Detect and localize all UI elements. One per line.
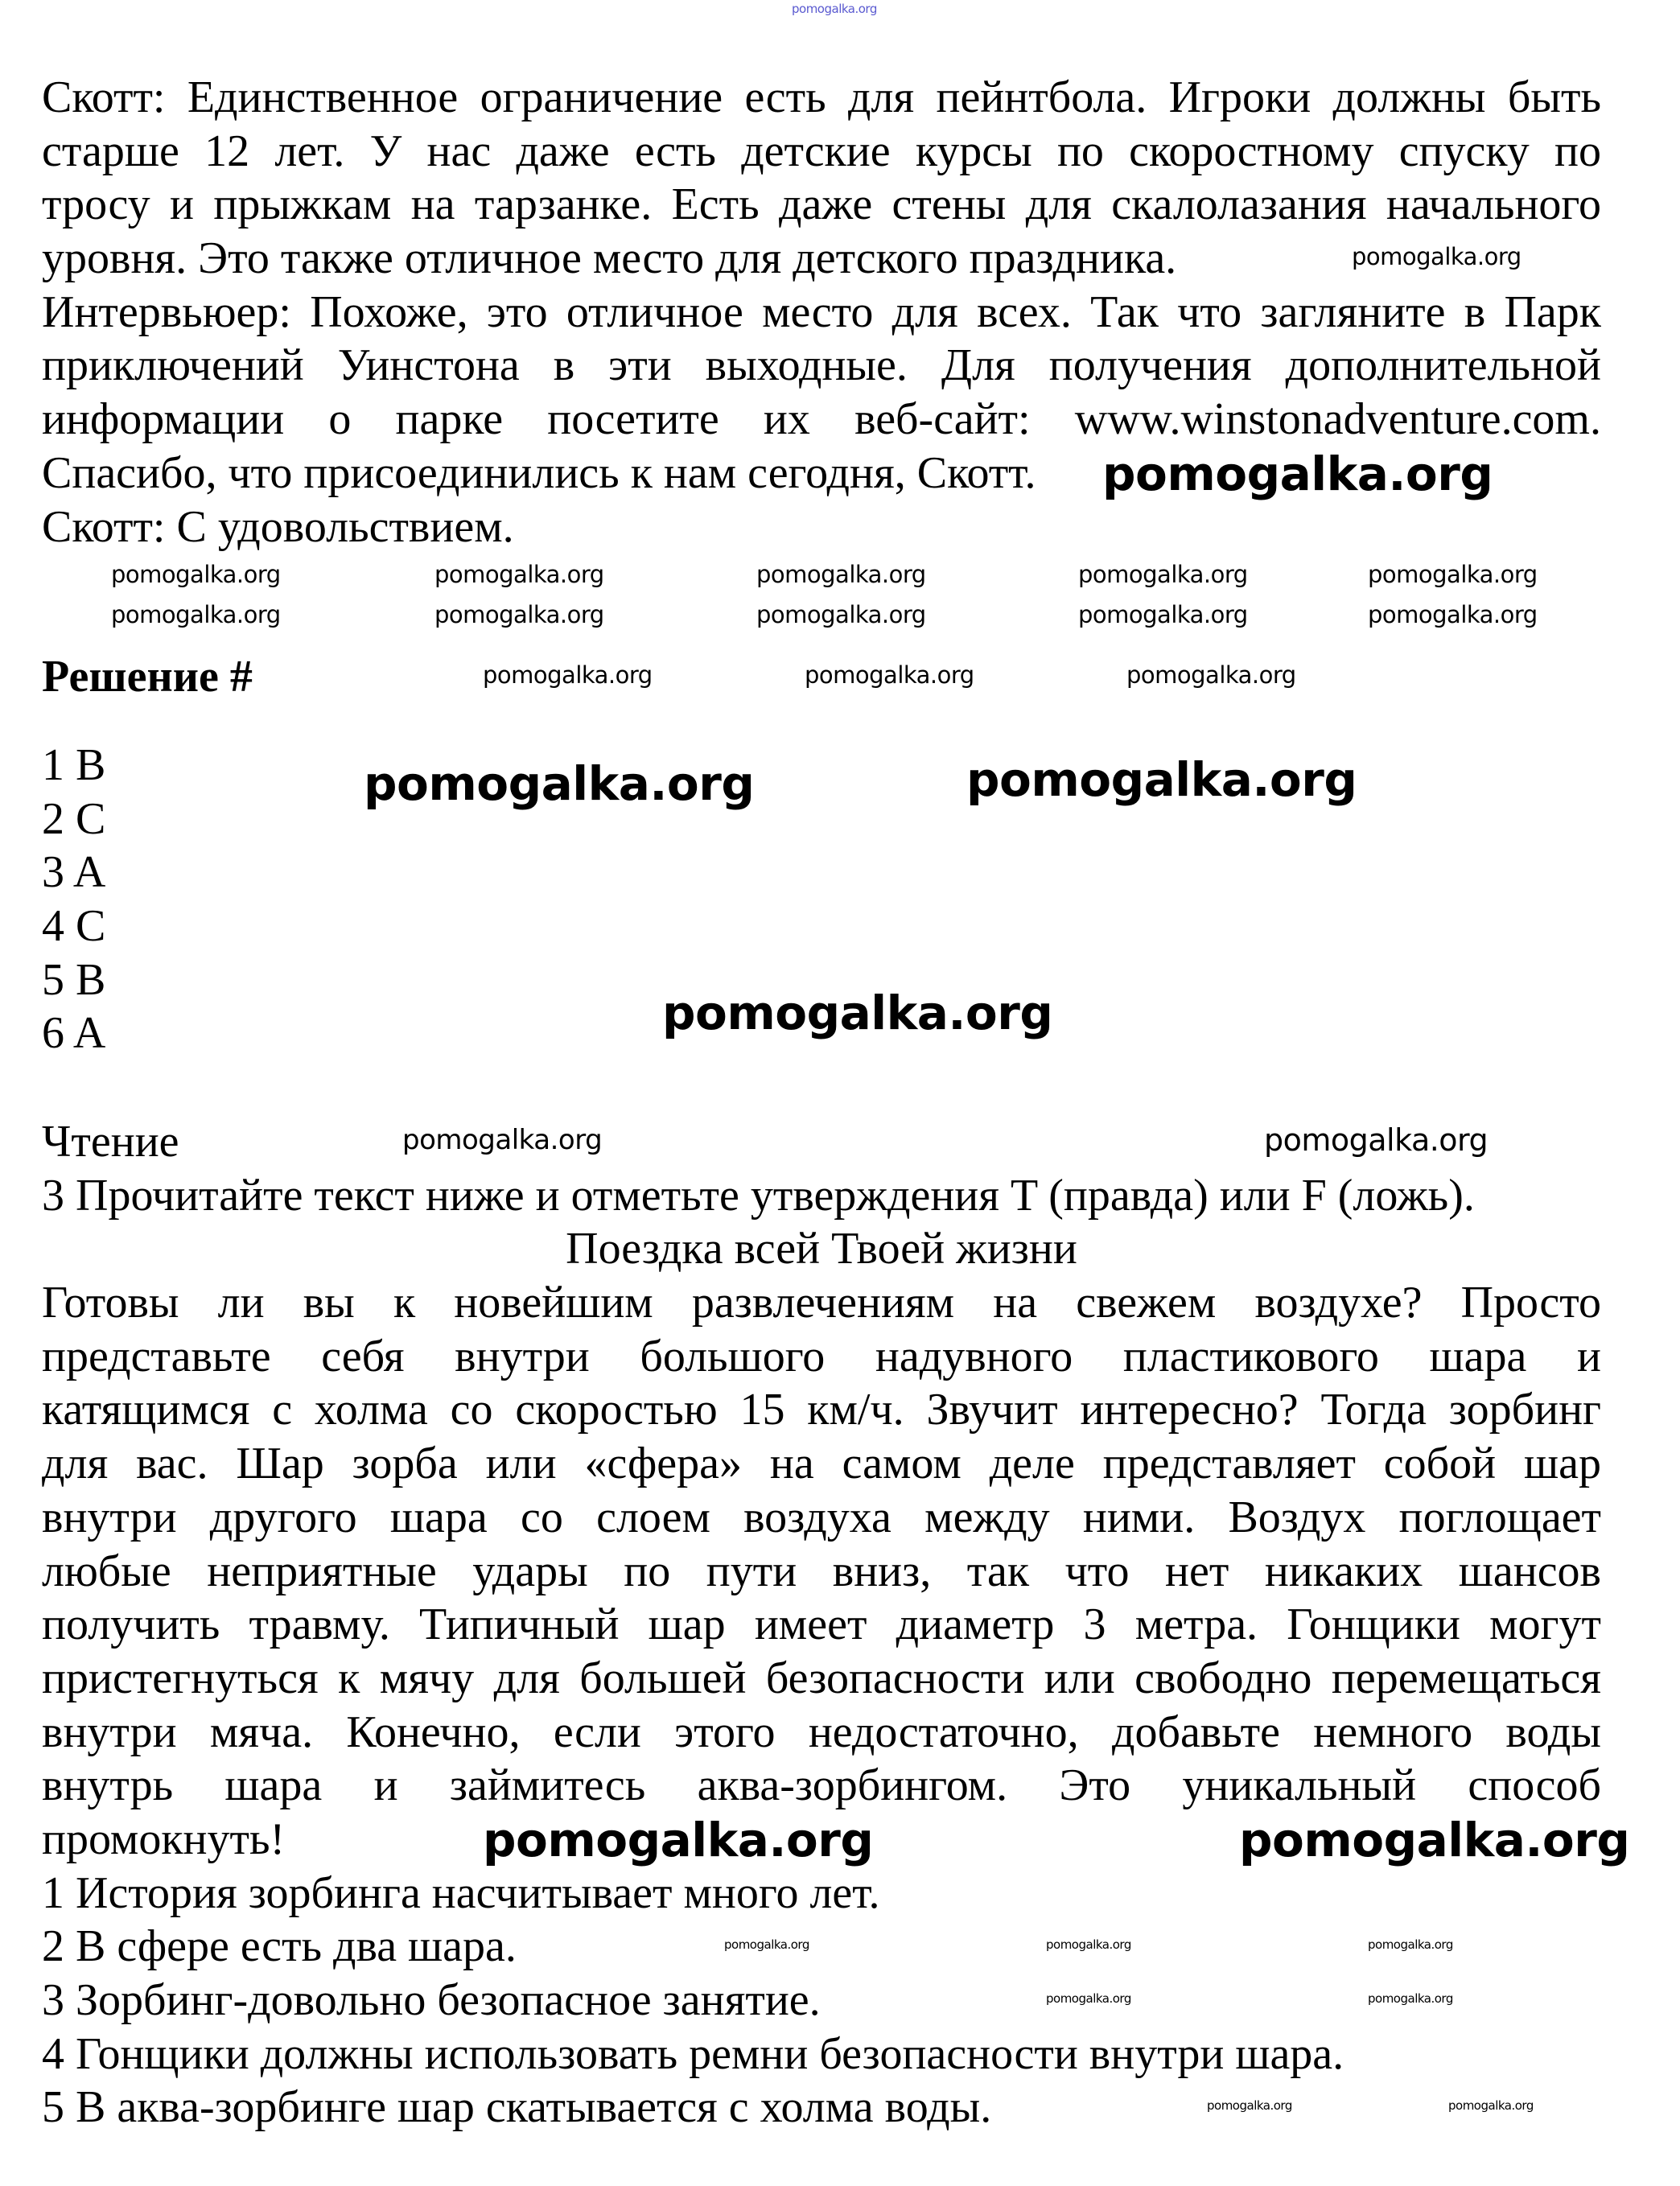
watermark-link[interactable]: pomogalka.org xyxy=(792,2,877,16)
text-line: промокнуть! xyxy=(42,1813,286,1864)
dialogue-line: приключений Уинстона в эти выходные. Для получения дополнительной xyxy=(42,340,1601,391)
answer-item: 1 B xyxy=(42,740,106,790)
watermark: pomogalka.org xyxy=(966,752,1357,807)
watermark: pomogalka.org xyxy=(1046,1991,1131,2006)
watermark: pomogalka.org xyxy=(483,661,653,689)
watermark: pomogalka.org xyxy=(756,601,926,628)
answer-item: 2 C xyxy=(42,793,106,844)
watermark: pomogalka.org xyxy=(1239,1813,1630,1867)
watermark: pomogalka.org xyxy=(1368,1937,1453,1952)
watermark: pomogalka.org xyxy=(1352,243,1521,270)
watermark: pomogalka.org xyxy=(756,561,926,588)
watermark: pomogalka.org xyxy=(434,601,604,628)
dialogue-line: Интервьюер: Похоже, это отличное место для всех. Так что загляните в Парк xyxy=(42,286,1601,337)
statement: 5 В аква-зорбинге шар скатывается с холма воды. xyxy=(42,2082,992,2133)
dialogue-line: Скотт: Единственное ограничение есть для пейнтбола. Игроки должны быть xyxy=(42,72,1601,122)
text-line: пристегнуться к мячу для большей безопасности или свободно перемещаться xyxy=(42,1653,1601,1703)
answers-list xyxy=(42,739,105,1060)
watermark: pomogalka.org xyxy=(434,561,604,588)
watermark: pomogalka.org xyxy=(805,661,974,689)
dialogue-line: Спасибо, что присоединились к нам сегодня, Скотт. xyxy=(42,447,1036,498)
watermark: pomogalka.org xyxy=(1078,561,1248,588)
text-line: Готовы ли вы к новейшим развлечениям на свежем воздухе? Просто xyxy=(42,1278,1601,1328)
statement: 1 История зорбинга насчитывает много лет. xyxy=(42,1867,880,1918)
text-line: для вас. Шар зорба или «сфера» на самом деле представляет собой шар xyxy=(42,1439,1601,1489)
text-line: получить травму. Типичный шар имеет диаметр 3 метра. Гонщики могут xyxy=(42,1599,1601,1650)
dialogue-line: уровня. Это также отличное место для детского праздника. xyxy=(42,233,1177,284)
text-line: внутри мяча. Конечно, если этого недостаточно, добавьте немного воды xyxy=(42,1706,1601,1757)
text-line: представьте себя внутри большого надувного пластикового шара и xyxy=(42,1331,1601,1381)
text-line: внутрь шара и займитесь аква-зорбингом. Это уникальный способ xyxy=(42,1760,1601,1811)
watermark: pomogalka.org xyxy=(1126,661,1296,689)
text-title: Поездка всей Твоей жизни xyxy=(566,1224,1077,1274)
text-line: любые неприятные удары по пути вниз, так что нет никаких шансов xyxy=(42,1546,1601,1596)
watermark: pomogalka.org xyxy=(402,1124,603,1156)
watermark: pomogalka.org xyxy=(1368,561,1538,588)
watermark: pomogalka.org xyxy=(1207,2098,1292,2113)
task-instruction: 3 Прочитайте текст ниже и отметьте утверждения T (правда) или F (ложь). xyxy=(42,1170,1475,1221)
watermark: pomogalka.org xyxy=(483,1813,874,1867)
watermark: pomogalka.org xyxy=(1448,2098,1534,2113)
watermark: pomogalka.org xyxy=(111,561,281,588)
answer-item: 6 A xyxy=(42,1008,106,1059)
answer-item: 5 B xyxy=(42,954,106,1005)
dialogue-line: информации о парке посетите их веб-сайт: www.winstonadventure.com. xyxy=(42,394,1601,445)
answer-item: 3 A xyxy=(42,847,106,898)
watermark: pomogalka.org xyxy=(1046,1937,1131,1952)
dialogue-line: Скотт: С удовольствием. xyxy=(42,501,514,552)
dialogue-line: тросу и прыжкам на тарзанке. Есть даже стены для скалолазания начального xyxy=(42,179,1601,230)
watermark: pomogalka.org xyxy=(1368,1991,1453,2006)
watermark: pomogalka.org xyxy=(111,601,281,628)
watermark: pomogalka.org xyxy=(662,986,1053,1040)
watermark: pomogalka.org xyxy=(1368,601,1538,628)
watermark: pomogalka.org xyxy=(364,756,755,811)
dialogue-line: старше 12 лет. У нас даже есть детские курсы по скоростному спуску по xyxy=(42,126,1601,176)
text-line: катящимся с холма со скоростью 15 км/ч. Звучит интересно? Тогда зорбинг xyxy=(42,1385,1601,1435)
section-heading: Чтение xyxy=(42,1117,179,1167)
reading-section xyxy=(42,1115,1601,2135)
watermark: pomogalka.org xyxy=(1264,1122,1489,1158)
statement: 4 Гонщики должны использовать ремни безопасности внутри шара. xyxy=(42,2028,1344,2079)
answer-item: 4 C xyxy=(42,901,106,952)
watermark: pomogalka.org xyxy=(1102,447,1493,501)
text-line: внутри другого шара со слоем воздуха между ними. Воздух поглощает xyxy=(42,1492,1601,1542)
solution-heading: Решение # xyxy=(42,652,253,702)
watermark: pomogalka.org xyxy=(724,1937,809,1952)
statement: 2 В сфере есть два шара. xyxy=(42,1921,517,1972)
watermark: pomogalka.org xyxy=(1078,601,1248,628)
statement: 3 Зорбинг-довольно безопасное занятие. xyxy=(42,1975,821,2025)
